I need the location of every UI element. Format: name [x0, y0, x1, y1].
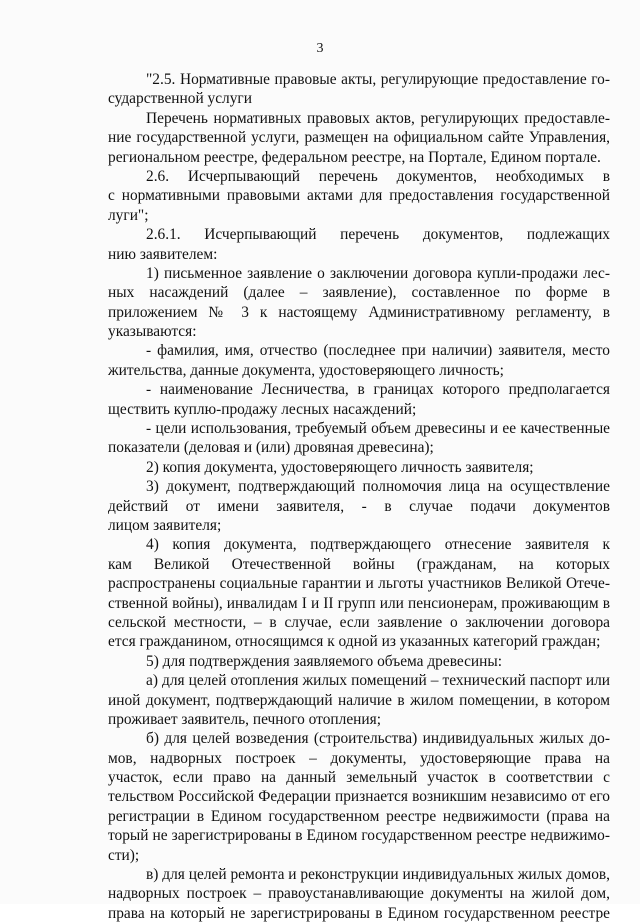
text-line: б) для целей возведения (строительства) индивидуальных жилых до-	[146, 730, 610, 748]
text-line: 2.6. Исчерпывающий перечень документов, необходимых в	[146, 167, 610, 185]
text-line: "2.5. Нормативные правовые акты, регулирующие предоставление го-	[146, 71, 610, 88]
text-line: ственной войны), инвалидам I и II групп или пенсионерам, проживающим в	[108, 594, 610, 612]
text-line: 4) копия документа, подтверждающего отнесение заявителя к	[146, 536, 610, 554]
text-line: кам Великой Отечественной войны (гражданам, на которых	[108, 555, 610, 573]
text-line: участок, если право на данный земельный участок в соответствии с	[108, 769, 610, 787]
text-line: тельством Российской Федерации признается возникшим независимо от его	[108, 788, 610, 806]
text-line: в) для целей ремонта и реконструкции индивидуальных жилых домов,	[146, 866, 610, 884]
text-line: действий от имени заявителя, - в случае подачи документов	[108, 497, 610, 515]
text-line: ется гражданином, относящимся к одной из указанных категорий граждан;	[108, 633, 601, 651]
text-line: с нормативными правовыми актами для предоставления государственной	[108, 187, 610, 205]
text-line: - наименование Лесничества, в границах которого предполагается	[146, 381, 610, 399]
text-line: иной документ, подтверждающий наличие в жилом помещении, в котором	[108, 691, 610, 709]
text-line: 1) письменное заявление о заключении договора купли-продажи лес-	[146, 264, 610, 282]
text-line: Перечень нормативных правовых актов, регулирующих предоставле-	[146, 109, 610, 127]
text-line: сударственной услуги	[108, 90, 252, 108]
text-line: 2) копия документа, удостоверяющего личность заявителя;	[146, 458, 534, 476]
text-line: - цели использования, требуемый объем древесины и ее качественные	[146, 420, 610, 438]
text-line: ществить куплю-продажу лесных насаждений;	[108, 400, 417, 418]
text-line: распространены социальные гарантии и льготы участников Великой Отече-	[108, 575, 610, 593]
document-body	[108, 70, 610, 923]
text-line: приложением № 3 к настоящему Административному регламенту, в	[108, 303, 610, 321]
text-line: а) для целей отопления жилых помещений – технический паспорт или	[146, 672, 610, 690]
text-line: 3) документ, подтверждающий полномочия лица на осуществление	[146, 478, 610, 496]
text-line: 2.6.1. Исчерпывающий перечень документов, подлежащих	[146, 226, 610, 244]
text-line: ных насаждений (далее – заявление), составленное по форме в	[108, 284, 610, 302]
text-line: мов, надворных построек – документы, удостоверяющие права на	[108, 749, 610, 767]
text-line: сельской местности, – в случае, если заявление о заключении договора	[108, 613, 610, 631]
page-number: 3	[316, 41, 324, 56]
text-line: нию заявителем:	[108, 245, 218, 263]
text-line: 5) для подтверждения заявляемого объема древесины:	[146, 652, 503, 670]
text-line: луги";	[108, 206, 149, 224]
text-line: указываются:	[108, 323, 197, 341]
text-line: - фамилия, имя, отчество (последнее при наличии) заявителя, место	[146, 342, 610, 360]
text-line: лицом заявителя;	[108, 516, 222, 534]
text-line: сти);	[108, 846, 140, 864]
text-line: права на который не зарегистрированы в Едином государственном реестре	[108, 904, 610, 922]
text-line: показатели (деловая и (или) дровяная древесина);	[108, 439, 434, 457]
text-line: торый не зарегистрированы в Едином государственном реестре недвижимо-	[108, 827, 610, 845]
text-line: жительства, данные документа, удостоверяющего личность;	[108, 361, 504, 379]
text-line: региональном реестре, федеральном реестре, на Портале, Едином портале.	[108, 148, 601, 166]
text-line: регистрации в Едином государственном реестре недвижимости (права на	[108, 807, 610, 825]
text-line: проживает заявитель, печного отопления;	[108, 710, 381, 728]
text-line: надворных построек – правоустанавливающие документы на жилой дом,	[108, 885, 610, 903]
text-line: ние государственной услуги, размещен на официальном сайте Управления,	[108, 129, 610, 147]
